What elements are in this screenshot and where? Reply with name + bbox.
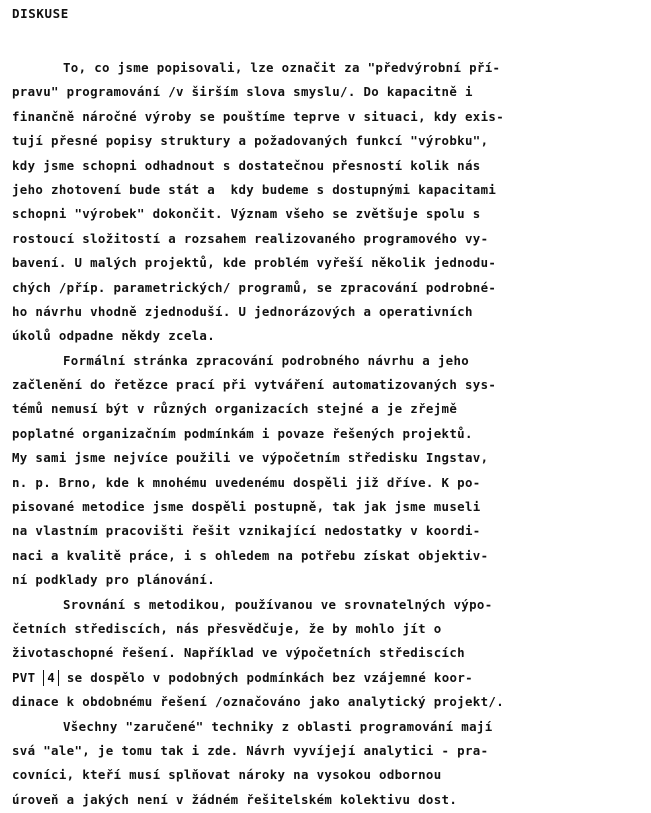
text-line: jeho zhotovení bude stát a kdy budeme s dostupnými kapacitami	[12, 181, 497, 197]
body-text	[12, 56, 504, 812]
text-line: n. p. Brno, kde k mnohému uvedenému dospěli již dříve. K po-	[12, 474, 481, 490]
text-line: životaschopné řešení. Například ve výpočetních střediscích	[12, 645, 465, 661]
text-line: bavení. U malých projektů, kde problém vyřeší několik jednodu-	[12, 255, 497, 271]
text-line: tují přesné popisy struktury a požadovaných funkcí "výrobku",	[12, 133, 489, 149]
text-line: úkolů odpadne někdy zcela.	[12, 328, 216, 344]
text-line: chých /příp. parametrických/ programů, se zpracování podrobné-	[12, 279, 497, 295]
text-line: poplatné organizačním podmínkám i povaze řešených projektů.	[12, 425, 473, 441]
text-line: kdy jsme schopni odhadnout s dostatečnou přesností kolik nás	[12, 157, 481, 173]
text-line: Srovnání s metodikou, používanou ve srovnatelných výpo-	[63, 596, 493, 612]
text-line	[12, 666, 504, 690]
text-line: To, co jsme popisovali, lze označit za "předvýrobní pří-	[63, 60, 501, 75]
text-line: svá "ale", je tomu tak i zde. Návrh vyvíjejí analytici - pra-	[12, 742, 489, 758]
citation-reference: 4	[43, 670, 59, 686]
text-line: úroveň a jakých není v žádném řešitelském kolektivu dost.	[12, 791, 458, 807]
section-heading: DISKUSE	[12, 6, 69, 21]
text-line-segment: PVT	[12, 669, 44, 685]
text-line: četních střediscích, nás přesvědčuje, že by mohlo jít o	[12, 620, 442, 636]
text-line: Formální stránka zpracování podrobného návrhu a jeho	[63, 352, 470, 368]
text-line: schopni "výrobek" dokončit. Význam všeho se zvětšuje spolu s	[12, 206, 481, 222]
text-line-segment: se dospělo v podobných podmínkách bez vzájemné koor-	[59, 669, 473, 685]
text-line: ní podklady pro plánování.	[12, 572, 216, 588]
text-line: Všechny "zaručené" techniky z oblasti programování mají	[63, 718, 493, 734]
text-line: covníci, kteří musí splňovat nároky na vysokou odbornou	[12, 767, 442, 783]
text-line: rostoucí složitostí a rozsahem realizovaného programového vy-	[12, 230, 489, 246]
text-line: začlenění do řetězce prací při vytváření automatizovaných sys-	[12, 377, 497, 393]
text-line: My sami jsme nejvíce použili ve výpočetním středisku Ingstav,	[12, 450, 489, 466]
text-line: pisované metodice jsme dospěli postupně, tak jak jsme museli	[12, 499, 481, 515]
text-line: témů nemusí být v různých organizacích stejné a je zřejmě	[12, 401, 458, 417]
text-line: dinace k obdobnému řešení /označováno jako analytický projekt/.	[12, 694, 505, 710]
text-line: ho návrhu vhodně zjednoduší. U jednorázových a operativních	[12, 303, 473, 319]
text-line: finančně náročné výroby se pouštíme teprve v situaci, kdy exis-	[12, 108, 505, 124]
text-line: naci a kvalitě práce, i s ohledem na potřebu získat objektiv-	[12, 547, 489, 563]
text-line: pravu" programování /v širším slova smyslu/. Do kapacitně i	[12, 84, 473, 100]
text-line: na vlastním pracovišti řešit vznikající nedostatky v koordi-	[12, 523, 481, 539]
